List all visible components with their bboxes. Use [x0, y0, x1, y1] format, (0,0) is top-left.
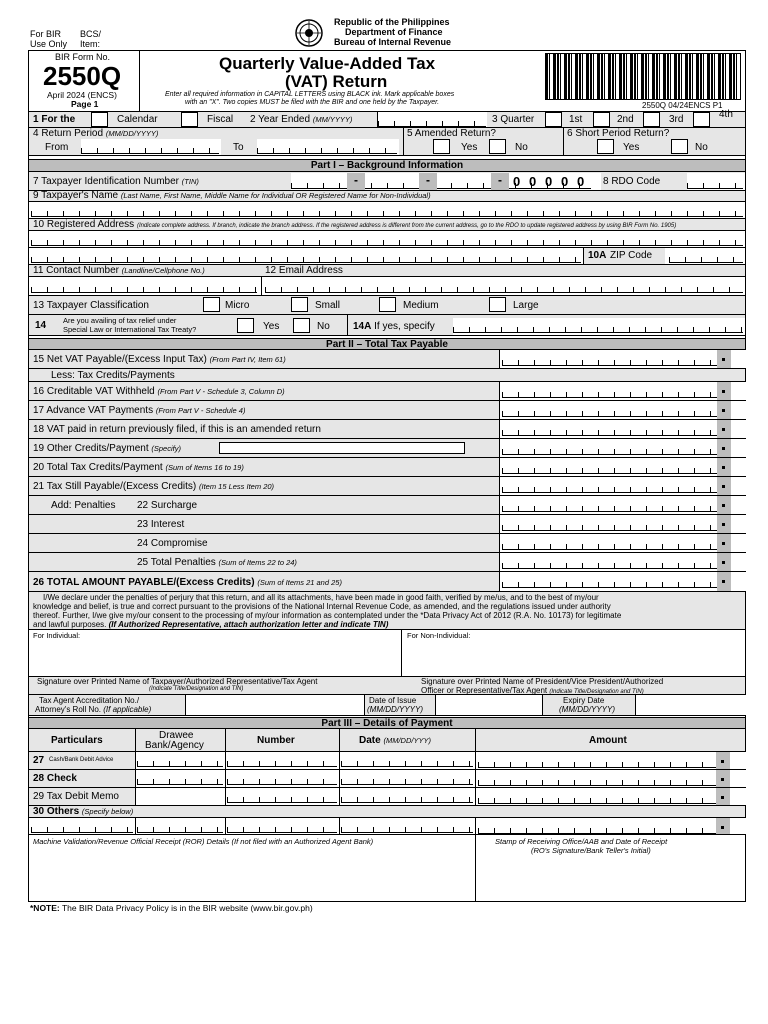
- item28-number-input[interactable]: [227, 772, 337, 785]
- item16-label: 16 Creditable VAT Withheld: [33, 386, 155, 397]
- medium-checkbox[interactable]: [379, 297, 396, 312]
- tax-relief-no-label: No: [317, 321, 330, 332]
- item2-format: (MM/YYYY): [312, 115, 353, 124]
- item6-label: 6 Short Period Return?: [567, 128, 670, 139]
- period-from-input[interactable]: [81, 139, 221, 155]
- row-item10-label: [29, 219, 745, 231]
- item22-label: 22 Surcharge: [137, 500, 198, 511]
- item16-note: (From Part V - Schedule 3, Column D): [157, 387, 285, 396]
- tin-branch-digit: 0: [545, 174, 553, 189]
- to-label: To: [233, 142, 244, 153]
- tin-branch-digit: 0: [529, 174, 537, 189]
- q3-label: 3rd: [669, 114, 684, 125]
- department-label: Department of Finance: [345, 27, 443, 37]
- signature-non-individual-note: (Indicate Title/Designation and TIN): [549, 689, 644, 695]
- row-items-11-12: [29, 277, 745, 296]
- zip-code-input[interactable]: [669, 250, 743, 263]
- signature-labels: [29, 677, 745, 695]
- signature-individual-label: Signature over Printed Name of Taxpayer/Authorized Representative/Tax Agent: [37, 677, 318, 686]
- payment-row-29: [29, 788, 745, 806]
- payment-table-header: [29, 729, 745, 752]
- note-text: The BIR Data Privacy Policy is in the BIR website (www.bir.gov.ph): [61, 903, 313, 913]
- quarter-2nd-checkbox[interactable]: [593, 112, 610, 127]
- item29-label: 29 Tax Debit Memo: [33, 791, 119, 802]
- email-address-input[interactable]: [265, 280, 743, 293]
- for-individual-label: For Individual:: [33, 631, 81, 640]
- registered-address-input-2[interactable]: [29, 248, 745, 265]
- item10-note: (Indicate complete address. If branch, indicate the branch address. If the registered address is different from the current address, go to the RDO to update registered address by using BIR Form No. 1905): [136, 223, 677, 229]
- declaration-line-3: thereof. Further, I/we give my/our consent to the processing of my/our information as contemplated under the *Data Privacy Act of 2012 (R.A. No. 10173) for legitimate: [33, 611, 622, 620]
- item22-amount-input[interactable]: [499, 496, 747, 514]
- validation-area: [29, 835, 745, 901]
- item24-label: 24 Compromise: [137, 538, 208, 549]
- row-items-4-6: [29, 128, 745, 156]
- fiscal-checkbox[interactable]: [181, 112, 198, 127]
- bcs-label: BCS/: [80, 29, 102, 39]
- item30-amount-input[interactable]: [475, 818, 747, 834]
- item9-label: 9 Taxpayer's Name: [33, 190, 119, 201]
- declaration-note: (If Authorized Representative, attach authorization letter and indicate TIN): [108, 620, 389, 629]
- col-date: Date: [359, 735, 381, 746]
- from-label: From: [45, 142, 69, 153]
- item10a-label: 10A: [588, 250, 607, 261]
- item28-drawee-input[interactable]: [137, 772, 223, 785]
- item14-label: 14: [35, 320, 47, 331]
- item30-particulars-input[interactable]: [31, 820, 133, 833]
- declaration-line-1: I/We declare under the penalties of perjury that this return, and all its attachments, have been made in good faith, verified by me/us, and to the best of my/our: [43, 593, 599, 602]
- item21-amount-input[interactable]: [499, 477, 747, 495]
- declaration-line-4: and lawful purposes.: [33, 620, 107, 629]
- amended-no-label: No: [515, 142, 528, 153]
- stamp-label-2: (RO's Signature/Bank Teller's Initial): [531, 846, 651, 855]
- taxpayer-name-input[interactable]: [29, 202, 745, 219]
- item12-label: 12 Email Address: [265, 265, 343, 276]
- item29-number-input[interactable]: [227, 790, 337, 803]
- signature-non-individual-label-2: Officer or Representative/Tax Agent: [421, 686, 548, 695]
- item30-number-input[interactable]: [227, 820, 337, 833]
- item25-note: (Sum of Items 22 to 24): [218, 558, 297, 567]
- row-item9-label: [29, 191, 745, 202]
- tin-branch-digit: 0: [577, 174, 585, 189]
- part2-title: Part II – Total Tax Payable: [29, 338, 745, 350]
- item30-label: 30 Others: [33, 806, 80, 817]
- item18-label: 18 VAT paid in return previously filed, if this is an amended return: [33, 424, 321, 435]
- item19-specify-input[interactable]: [219, 442, 465, 454]
- republic-label: Republic of the Philippines: [334, 17, 450, 27]
- medium-label: Medium: [403, 300, 439, 311]
- signature-individual-note: (Indicate Title/Designation and TIN): [149, 686, 244, 692]
- item30-date-input[interactable]: [341, 820, 473, 833]
- barcode-icon: [545, 53, 741, 100]
- machine-validation-label: Machine Validation/Revenue Official Receipt (ROR) Details (If not filed with an Authorized Agent Bank): [33, 837, 374, 846]
- item19-amount-input[interactable]: [499, 439, 747, 457]
- row-less: [29, 369, 745, 382]
- item23-amount-input[interactable]: [499, 515, 747, 533]
- item7-format: (TIN): [181, 177, 199, 186]
- item27-label: 27: [33, 755, 45, 766]
- tax-agent-label-1: Tax Agent Accreditation No./: [39, 696, 140, 705]
- tax-agent-input[interactable]: [185, 695, 365, 715]
- signature-non-individual-label-1: Signature over Printed Name of President/Vice President/Authorized: [421, 677, 664, 686]
- large-label: Large: [513, 300, 539, 311]
- row-item7: [29, 172, 745, 191]
- form-date: April 2024 (ENCS): [47, 90, 117, 100]
- item25-label: 25 Total Penalties: [137, 557, 216, 568]
- row-item20: [29, 458, 745, 477]
- add-penalties-label: Add: Penalties: [51, 500, 116, 511]
- col-particulars: Particulars: [51, 735, 103, 746]
- tin-branch-digit: 0: [561, 174, 569, 189]
- item11-note: (Landline/Cellphone No.): [121, 266, 205, 275]
- quarter-3rd-checkbox[interactable]: [643, 112, 660, 127]
- item26-note: (Sum of Items 21 and 25): [257, 578, 342, 587]
- item28-date-input[interactable]: [341, 772, 473, 785]
- expiry-date-label: Expiry Date: [563, 696, 605, 705]
- quarter-1st-checkbox[interactable]: [545, 112, 562, 127]
- tin-input[interactable]: - - - 0 0 0 0 0: [291, 173, 601, 190]
- item13-label: 13 Taxpayer Classification: [33, 300, 149, 311]
- form-title-2: (VAT) Return: [285, 72, 388, 91]
- tax-relief-yes-checkbox[interactable]: [237, 318, 254, 333]
- use-only-label: Use Only: [30, 39, 68, 49]
- q1-label: 1st: [569, 114, 583, 125]
- tax-agent-note: (If applicable): [103, 705, 152, 714]
- item18-amount-input[interactable]: [499, 420, 747, 438]
- row-item25: [29, 553, 745, 572]
- col-date-format: (MM/DD/YYY): [383, 736, 431, 745]
- item16-amount-input[interactable]: [499, 382, 747, 400]
- item20-label: 20 Total Tax Credits/Payment: [33, 462, 163, 473]
- item21-note: (Item 15 Less Item 20): [199, 482, 275, 491]
- item17-note: (From Part V - Schedule 4): [155, 406, 246, 415]
- note-label: *NOTE:: [30, 903, 60, 913]
- row-item18: [29, 420, 745, 439]
- bir-seal-icon: [292, 18, 326, 48]
- item14-question-2: Special Law or International Tax Treaty?: [63, 325, 197, 334]
- row-item15: [29, 350, 745, 369]
- item14-question-1: Are you availing of tax relief under: [63, 316, 177, 325]
- row-item19: [29, 439, 745, 458]
- item27-amount-input[interactable]: [475, 752, 747, 769]
- rdo-code-input[interactable]: [687, 173, 745, 190]
- expiry-date-format: (MM/DD/YYYY): [559, 705, 615, 714]
- contact-number-input[interactable]: [31, 280, 257, 293]
- item14a-label: 14A: [353, 321, 372, 332]
- date-issue-format: (MM/DD/YYYY): [367, 705, 423, 714]
- item26-amount-input[interactable]: [499, 572, 747, 591]
- q2-label: 2nd: [617, 114, 634, 125]
- item27-date-input[interactable]: [341, 754, 473, 767]
- declaration-line-2: knowledge and belief, is true and correct pursuant to the provisions of the National Internal Revenue Code, as amended, and the regulations issued under authority: [33, 602, 611, 611]
- item27-drawee-input[interactable]: [137, 754, 223, 767]
- large-checkbox[interactable]: [489, 297, 506, 312]
- item3-label: 3 Quarter: [492, 114, 535, 125]
- payment-row-30-label: [29, 806, 745, 818]
- short-period-no-label: No: [695, 142, 708, 153]
- item10-label: 10 Registered Address: [33, 219, 135, 230]
- tax-relief-yes-label: Yes: [263, 321, 280, 332]
- amended-yes-checkbox[interactable]: [433, 139, 450, 154]
- item15-note: (From Part IV, Item 61): [209, 355, 286, 364]
- item19-note: (Specify): [151, 444, 181, 453]
- calendar-label: Calendar: [117, 114, 158, 125]
- item26-label: 26 TOTAL AMOUNT PAYABLE/(Excess Credits): [33, 577, 255, 588]
- short-period-yes-label: Yes: [623, 142, 640, 153]
- amended-no-checkbox[interactable]: [489, 139, 506, 154]
- item15-amount-input[interactable]: [499, 350, 747, 368]
- tax-relief-no-checkbox[interactable]: [293, 318, 310, 333]
- amended-yes-label: Yes: [461, 142, 478, 153]
- row-item22: [29, 496, 745, 515]
- item9-note: (Last Name, First Name, Middle Name for Individual OR Registered Name for Non-Individual): [120, 191, 431, 200]
- item23-label: 23 Interest: [137, 519, 185, 530]
- form-header: [29, 51, 745, 112]
- expiry-date-input[interactable]: [635, 695, 747, 715]
- signature-area: [29, 630, 745, 677]
- for-non-individual-label: For Non-Individual:: [407, 631, 471, 640]
- tax-agent-row: [29, 695, 745, 716]
- item27-text: Cash/Bank Debit Advice: [49, 757, 114, 763]
- row-item24: [29, 534, 745, 553]
- row-item13: [29, 296, 745, 315]
- item17-label: 17 Advance VAT Payments: [33, 405, 154, 416]
- tax-agent-label-2: Attorney's Roll No.: [35, 705, 101, 714]
- item24-amount-input[interactable]: [499, 534, 747, 552]
- item14a-specify: If yes, specify: [374, 321, 435, 332]
- item20-amount-input[interactable]: [499, 458, 747, 476]
- item1-label: 1 For the: [33, 114, 76, 125]
- row-item26: [29, 572, 745, 592]
- short-period-yes-checkbox[interactable]: [597, 139, 614, 154]
- form-title-1: Quarterly Value-Added Tax: [219, 54, 436, 73]
- item4-format: (MM/DD/YYYY): [105, 129, 159, 138]
- part3-title: Part III – Details of Payment: [29, 717, 745, 729]
- year-ended-input[interactable]: [377, 112, 487, 127]
- item11-label: 11 Contact Number: [33, 265, 119, 276]
- col-drawee-2: Bank/Agency: [145, 740, 204, 751]
- form-2550q: [28, 50, 746, 902]
- item8-label: 8 RDO Code: [603, 176, 661, 187]
- short-period-no-checkbox[interactable]: [671, 139, 688, 154]
- item29-amount-input[interactable]: [475, 788, 747, 805]
- date-issue-input[interactable]: [435, 695, 543, 715]
- part1-title: Part I – Background Information: [29, 159, 745, 172]
- form-number: 2550Q: [43, 61, 122, 91]
- item30-note: (Specify below): [81, 807, 134, 816]
- item28-amount-input[interactable]: [475, 770, 747, 787]
- tin-branch-digit: 0: [513, 174, 521, 189]
- item7-label: 7 Taxpayer Identification Number: [33, 176, 180, 187]
- row-item16: [29, 382, 745, 401]
- row-item14: [29, 315, 745, 336]
- less-credits-label: Less: Tax Credits/Payments: [51, 370, 175, 381]
- item15-label: 15 Net VAT Payable/(Excess Input Tax): [33, 354, 207, 365]
- item2-label: 2 Year Ended: [250, 114, 311, 125]
- col-drawee-1: Drawee: [159, 730, 194, 741]
- bureau-label: Bureau of Internal Revenue: [334, 37, 452, 47]
- tax-relief-specify-input[interactable]: [453, 318, 745, 335]
- barcode-caption: 2550Q 04/24ENCS P1: [642, 101, 723, 110]
- zip-label: ZIP Code: [610, 250, 653, 261]
- page-number: Page 1: [71, 99, 99, 109]
- q4-label: 4th: [719, 109, 733, 120]
- instruction-1: Enter all required information in CAPITAL LETTERS using BLACK ink. Mark applicable boxes: [165, 91, 455, 98]
- item28-label: 28 Check: [33, 773, 77, 784]
- fiscal-label: Fiscal: [207, 114, 234, 125]
- calendar-checkbox[interactable]: [91, 112, 108, 127]
- item21-label: 21 Tax Still Payable/(Excess Credits): [33, 481, 197, 492]
- col-number: Number: [257, 735, 295, 746]
- form-no-label: BIR Form No.: [55, 52, 111, 62]
- micro-label: Micro: [225, 300, 250, 311]
- item5-label: 5 Amended Return?: [407, 128, 496, 139]
- item29-date-input[interactable]: [341, 790, 473, 803]
- registered-address-input-1[interactable]: [29, 231, 745, 248]
- item20-note: (Sum of Items 16 to 19): [165, 463, 244, 472]
- item17-amount-input[interactable]: [499, 401, 747, 419]
- period-to-input[interactable]: [257, 139, 399, 155]
- payment-row-30: [29, 818, 745, 835]
- col-amount: Amount: [589, 735, 627, 746]
- row-item17: [29, 401, 745, 420]
- item27-number-input[interactable]: [227, 754, 337, 767]
- for-bir-label: For BIR: [30, 29, 62, 39]
- payment-row-27: [29, 752, 745, 770]
- payment-row-28: [29, 770, 745, 788]
- instruction-2: with an "X". Two copies MUST be filed with the BIR and one held by the Taxpayer.: [185, 99, 440, 106]
- row-items-11-12-label: [29, 265, 745, 277]
- quarter-4th-checkbox[interactable]: [693, 112, 710, 127]
- item25-amount-input[interactable]: [499, 553, 747, 571]
- item4-label: 4 Return Period: [33, 128, 104, 139]
- row-item23: [29, 515, 745, 534]
- item-label: Item:: [80, 39, 101, 49]
- stamp-label-1: Stamp of Receiving Office/AAB and Date of Receipt: [495, 837, 668, 846]
- row-items-1-3: [29, 109, 745, 128]
- small-label: Small: [315, 300, 341, 311]
- micro-checkbox[interactable]: [203, 297, 220, 312]
- declaration-block: [29, 592, 745, 630]
- date-issue-label: Date of Issue: [369, 696, 417, 705]
- item30-drawee-input[interactable]: [137, 820, 223, 833]
- row-item21: [29, 477, 745, 496]
- item19-label: 19 Other Credits/Payment: [33, 443, 149, 454]
- small-checkbox[interactable]: [291, 297, 308, 312]
